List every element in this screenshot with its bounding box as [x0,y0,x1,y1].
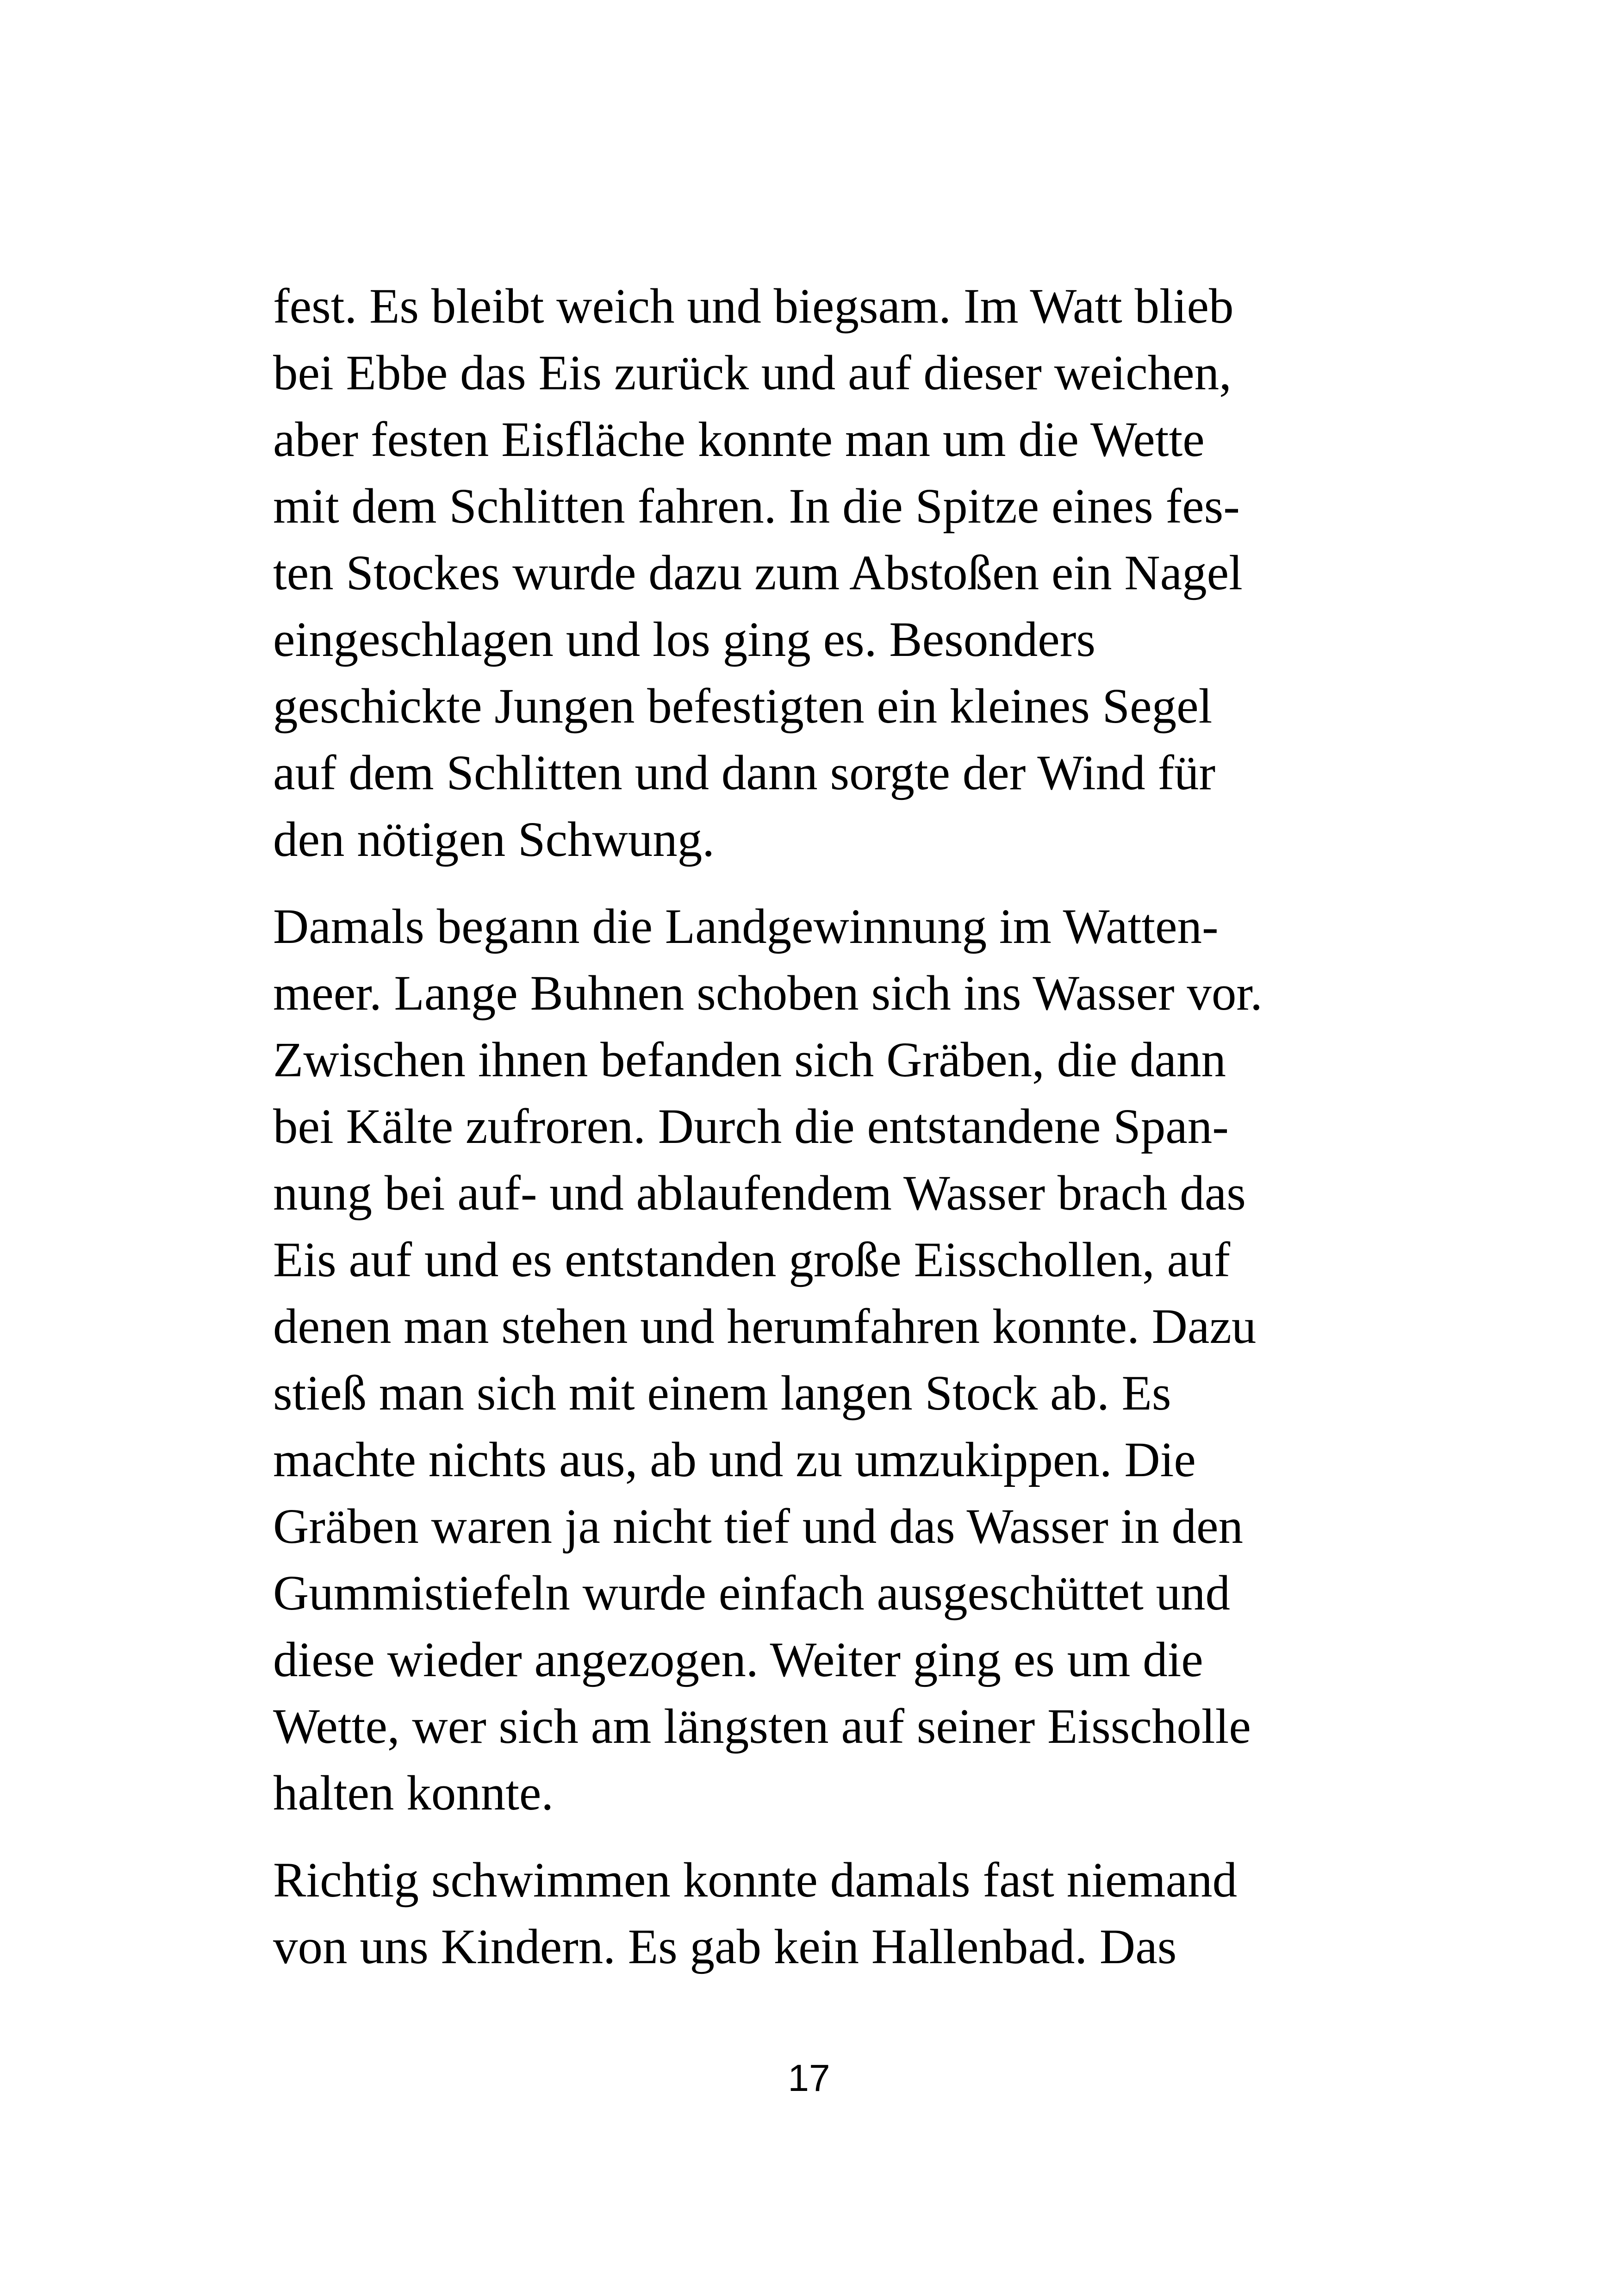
text-line: aber festen Eisfläche konnte man um die Wette [273,412,1205,467]
text-line: Richtig schwimmen konnte damals fast niemand [273,1853,1238,1908]
paragraph-1 [273,273,1384,873]
text-line: nung bei auf- und ablaufendem Wasser brach das [273,1166,1246,1221]
text-line: ten Stockes wurde dazu zum Abstoßen ein Nagel [273,546,1243,600]
text-line: meer. Lange Buhnen schoben sich ins Wasser vor. [273,966,1263,1021]
paragraph-2 [273,893,1384,1827]
text-line: Damals begann die Landgewinnung im Watten- [273,899,1219,954]
text-line: geschickte Jungen befestigten ein kleines Segel [273,679,1213,734]
text-line: auf dem Schlitten und dann sorgte der Wind für [273,746,1216,800]
body-text [273,273,1384,1980]
text-line: fest. Es bleibt weich und biegsam. Im Watt blieb [273,279,1234,334]
paragraph-3 [273,1847,1384,1980]
text-line: machte nichts aus, ab und zu umzukippen. Die [273,1433,1196,1487]
text-line: Wette, wer sich am längsten auf seiner Eisscholle [273,1699,1251,1754]
text-line: von uns Kindern. Es gab kein Hallenbad. Das [273,1920,1177,1974]
text-line: mit dem Schlitten fahren. In die Spitze eines fes- [273,479,1240,534]
page-number: 17 [788,2057,830,2099]
paragraph-spacing [273,873,1384,893]
text-line: denen man stehen und herumfahren konnte. Dazu [273,1299,1257,1354]
text-line: Zwischen ihnen befanden sich Gräben, die dann [273,1033,1226,1087]
text-line: Gummistiefeln wurde einfach ausgeschüttet und [273,1566,1231,1621]
text-line: stieß man sich mit einem langen Stock ab. Es [273,1366,1171,1421]
text-line: eingeschlagen und los ging es. Besonders [273,612,1096,667]
text-line: diese wieder angezogen. Weiter ging es um die [273,1633,1203,1687]
text-line: Gräben waren ja nicht tief und das Wasser in den [273,1499,1244,1554]
text-line: bei Ebbe das Eis zurück und auf dieser weichen, [273,346,1232,400]
text-line: bei Kälte zufroren. Durch die entstandene Span- [273,1099,1229,1154]
text-line: halten konnte. [273,1766,554,1821]
text-line: den nötigen Schwung. [273,812,715,867]
paragraph-spacing [273,1827,1384,1847]
text-line: Eis auf und es entstanden große Eisschollen, auf [273,1233,1231,1287]
